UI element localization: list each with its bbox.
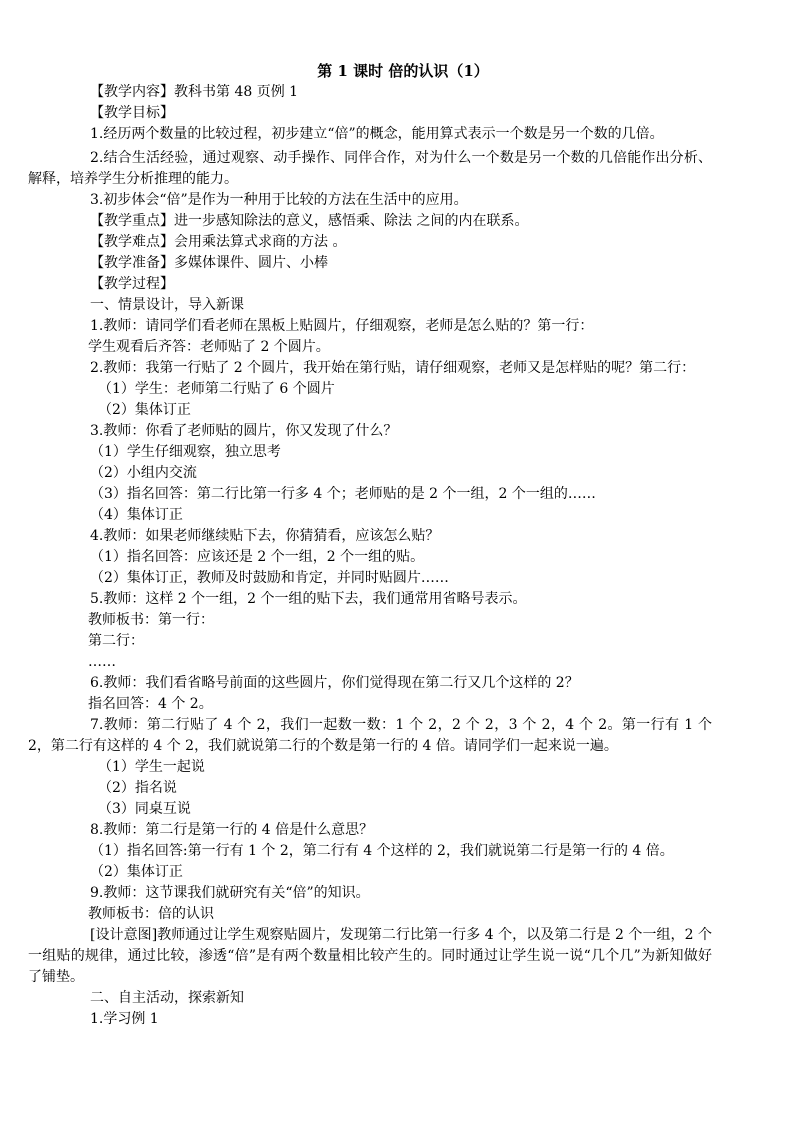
step-3-b: （2）小组内交流 — [90, 465, 197, 481]
step-3-c: （3）指名回答：第二行比第一行多 4 个；老师贴的是 2 个一组，2 个一组的…… — [90, 486, 596, 502]
step-6-answer: 指名回答：4 个 2。 — [88, 696, 213, 712]
difficulty: 【教学难点】会用乘法算式求商的方法 。 — [90, 234, 347, 250]
teaching-goals-heading: 【教学目标】 — [90, 105, 174, 121]
section-2-step-1: 1.学习例 1 — [90, 1011, 159, 1027]
step-1: 1.教师：请同学们看老师在黑板上贴圆片，仔细观察，老师是怎么贴的？第一行： — [90, 318, 594, 334]
section-1-heading: 一、情景设计，导入新课 — [90, 297, 244, 313]
teaching-content: 【教学内容】教科书第 48 页例 1 — [90, 84, 299, 100]
step-5-board-2: 第二行： — [88, 633, 144, 649]
step-1-answer: 学生观看后齐答：老师贴了 2 个圆片。 — [88, 339, 330, 355]
step-3: 3.教师：你看了老师贴的圆片，你又发现了什么？ — [90, 423, 398, 439]
step-2-b: （2）集体订正 — [98, 402, 191, 418]
preparation: 【教学准备】多媒体课件、圆片、小棒 — [90, 255, 328, 271]
step-3-a: （1）学生仔细观察，独立思考 — [90, 444, 281, 460]
step-4-b: （2）集体订正，教师及时鼓励和肯定，并同时贴圆片…… — [90, 570, 449, 586]
step-9: 9.教师：这节课我们就研究有关“倍”的知识。 — [90, 885, 370, 901]
step-7-b: （2）指名说 — [98, 780, 177, 796]
goal-2: 2.结合生活经验，通过观察、动手操作、同伴合作，对为什么一个数是另一个数的几倍能作出分析、解释，培养学生分析推理的能力。 — [28, 150, 712, 187]
step-3-d: （4）集体订正 — [90, 507, 183, 523]
step-8-b: （2）集体订正 — [90, 864, 183, 880]
step-5-ellipsis: …… — [88, 654, 116, 670]
step-9-board: 教师板书：倍的认识 — [88, 906, 214, 922]
step-8: 8.教师：第二行是第一行的 4 倍是什么意思？ — [90, 822, 374, 838]
process-heading: 【教学过程】 — [90, 276, 174, 292]
page-title: 第 1 课时 倍的认识（1） — [317, 62, 489, 80]
goal-1: 1.经历两个数量的比较过程，初步建立“倍”的概念，能用算式表示一个数是另一个数的几倍。 — [90, 126, 664, 142]
step-8-a: （1）指名回答:第一行有 1 个 2，第二行有 4 个这样的 2，我们就说第二行是第一行的 4 倍。 — [90, 843, 674, 859]
step-7: 7.教师：第二行贴了 4 个 2，我们一起数一数：1 个 2，2 个 2，3 个 2，4 个 2。第一行有 1 个 2，第二行有这样的 4 个 2，我们就说第二行的个数是第一行的 4 倍。请同学们一起来说一遍。 — [28, 717, 712, 754]
step-7-c: （3）同桌互说 — [98, 801, 191, 817]
step-4-a: （1）指名回答：应该还是 2 个一组，2 个一组的贴。 — [90, 549, 425, 565]
step-5: 5.教师：这样 2 个一组，2 个一组的贴下去，我们通常用省略号表示。 — [90, 591, 527, 607]
step-7-a: （1）学生一起说 — [98, 759, 205, 775]
section-2-heading: 二、自主活动，探索新知 — [90, 990, 244, 1006]
goal-3: 3.初步体会“倍”是作为一种用于比较的方法在生活中的应用。 — [90, 192, 468, 208]
step-4: 4.教师：如果老师继续贴下去，你猜猜看，应该怎么贴？ — [90, 528, 440, 544]
key-point: 【教学重点】进一步感知除法的意义，感悟乘、除法 之间的内在联系。 — [90, 213, 529, 229]
step-2: 2.教师：我第一行贴了 2 个圆片，我开始在第行贴，请仔细观察，老师又是怎样贴的呢？第二行： — [90, 360, 696, 376]
step-6: 6.教师：我们看省略号前面的这些圆片，你们觉得现在第二行又几个这样的 2？ — [90, 675, 579, 691]
step-2-a: （1）学生：老师第二行贴了 6 个圆片 — [98, 381, 335, 397]
document-page — [28, 62, 712, 1030]
step-5-board-1: 教师板书：第一行： — [88, 612, 214, 628]
design-intent: [设计意图]教师通过让学生观察贴圆片，发现第二行比第一行多 4 个，以及第二行是 2 个一组，2 个一组贴的规律，通过比较，渗透“倍”是有两个数量相比较产生的。同时通过让学生说一说“几个几”为新知做好了铺垫。 — [28, 927, 712, 985]
